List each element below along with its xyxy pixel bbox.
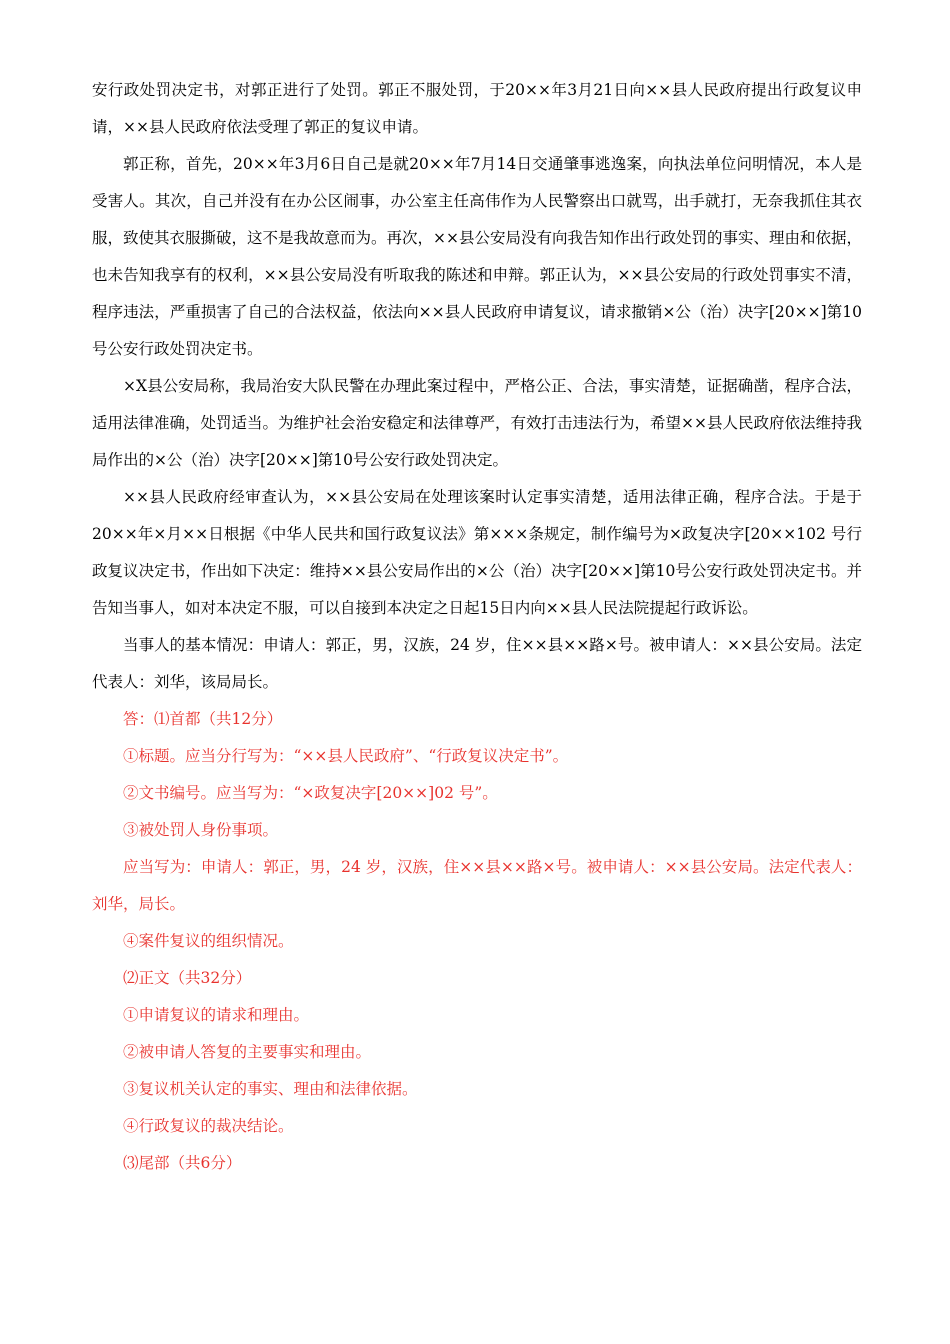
body-paragraph: ××县人民政府经审查认为，××县公安局在处理该案时认定事实清楚，适用法律正确，程序合法。于是于 20××年×月××日根据《中华人民共和国行政复议法》第×××条规定，制作编号为×政复决字[20××102 号行政复议决定书，作出如下决定：维持××县公安局作出的×公（治）决字[20××]第10号公安行政处罚决定书。并告知当事人，如对本决定不服，可以自接到本决定之日起15日内向××县人民法院提起行政诉讼。: [92, 488, 862, 617]
answer-line: ⑵正文（共32分）: [123, 969, 252, 987]
body-paragraph: ×X县公安局称，我局治安大队民警在办理此案过程中，严格公正、合法，事实清楚，证据确凿，程序合法，适用法律准确，处罚适当。为维护社会治安稳定和法律尊严，有效打击违法行为，希望××县人民政府依法维持我局作出的×公（治）决字[20××]第10号公安行政处罚决定。: [92, 377, 862, 469]
body-paragraph: 当事人的基本情况：申请人：郭正，男，汉族，24 岁，住××县××路×号。被申请人：××县公安局。法定代表人：刘华，该局局长。: [92, 636, 862, 691]
body-paragraph: 安行政处罚决定书，对郭正进行了处罚。郭正不服处罚，于20××年3月21日向××县人民政府提出行政复议申请，××县人民政府依法受理了郭正的复议申请。: [92, 81, 862, 136]
answer-line: ⑶尾部（共6分）: [123, 1154, 242, 1172]
answer-line: ④案件复议的组织情况。: [123, 932, 294, 950]
body-paragraph: 郭正称，首先，20××年3月6日自己是就20××年7月14日交通肇事逃逸案，向执法单位问明情况，本人是受害人。其次，自己并没有在办公区闹事，办公室主任高伟作为人民警察出口就骂，出手就打，无奈我抓住其衣服，致使其衣服撕破，这不是我故意而为。再次，××县公安局没有向我告知作出行政处罚的事实、理由和依据，也未告知我享有的权利，××县公安局没有听取我的陈述和申辩。郭正认为，××县公安局的行政处罚事实不清，程序违法，严重损害了自己的合法权益，依法向××县人民政府申请复议，请求撤销×公（治）决字[20××]第10号公安行政处罚决定书。: [92, 155, 862, 358]
answer-line: 答：⑴首都（共12分）: [123, 710, 283, 728]
answer-line: ③复议机关认定的事实、理由和法律依据。: [123, 1080, 418, 1098]
answer-line: ③被处罚人身份事项。: [123, 821, 279, 839]
document-page: [92, 72, 862, 1182]
answer-line: ①标题。应当分行写为：“××县人民政府”、“行政复议决定书”。: [123, 747, 569, 765]
answer-line: ①申请复议的请求和理由。: [123, 1006, 310, 1024]
answer-line: ②文书编号。应当写为：“×政复决字[20××]02 号”。: [123, 784, 498, 802]
answer-line: ②被申请人答复的主要事实和理由。: [123, 1043, 372, 1061]
answer-line: 应当写为：申请人：郭正，男，24 岁，汉族，住××县××路×号。被申请人：××县公安局。法定代表人：刘华，局长。: [92, 858, 862, 913]
answer-line: ④行政复议的裁决结论。: [123, 1117, 294, 1135]
